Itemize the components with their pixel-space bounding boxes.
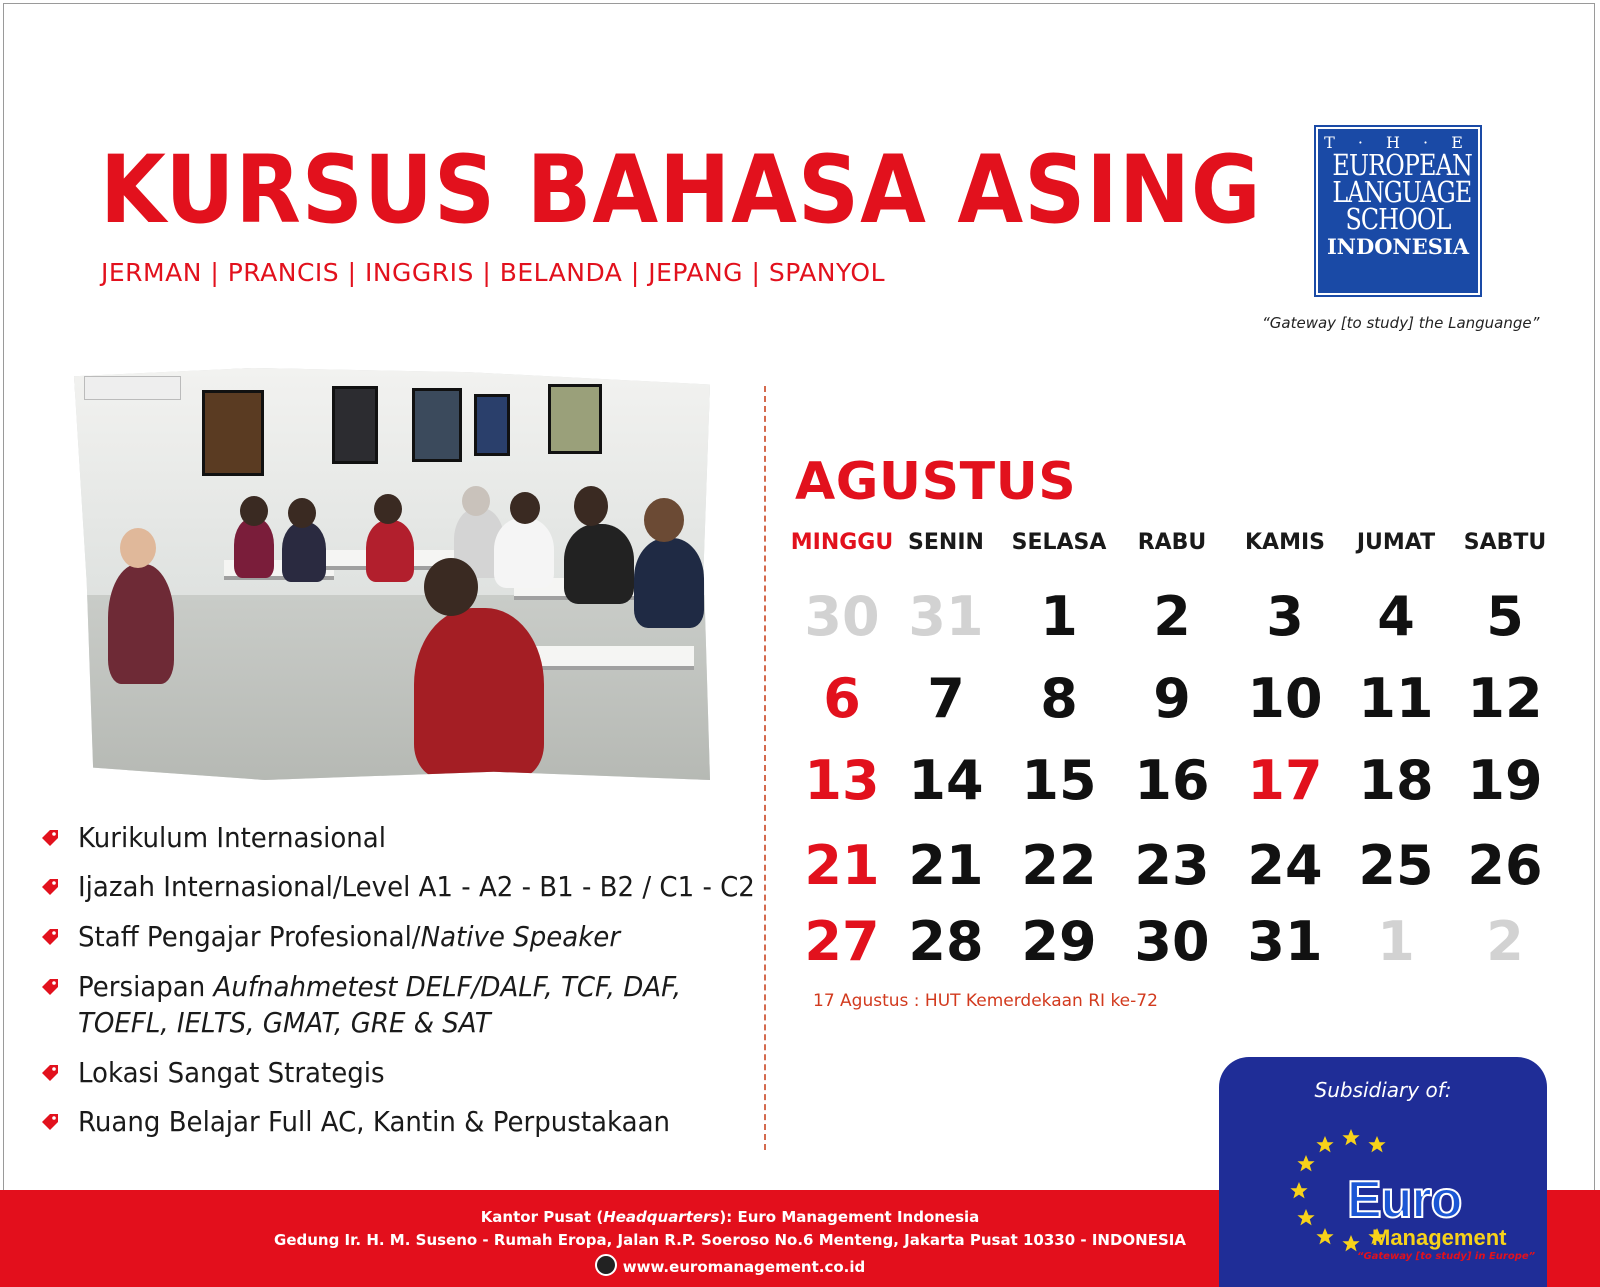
calendar-day: 8 (1040, 667, 1078, 730)
feature-item (38, 969, 738, 1041)
tag-bullet-icon (38, 826, 62, 850)
calendar-day: 15 (1021, 749, 1097, 812)
calendar-day: 7 (927, 667, 965, 730)
feature-text: Lokasi Sangat Strategis (78, 1056, 385, 1089)
logo-tagline: “Gateway [to study] the Languange” (1262, 314, 1540, 332)
classroom-photo (74, 368, 710, 780)
feature-text: Ruang Belajar Full AC, Kantin & Perpustakaan (78, 1105, 671, 1138)
els-logo (1316, 127, 1480, 295)
weekday-header: SABTU (1463, 530, 1547, 555)
language-list: JERMAN | PRANCIS | INGGRIS | BELANDA | JEPANG | SPANYOL (101, 258, 886, 287)
weekday-header: KAMIS (1245, 530, 1325, 555)
logo-line-school: SCHOOL (1345, 202, 1451, 236)
calendar-day: 2 (1153, 585, 1191, 648)
calendar-day: 9 (1153, 667, 1191, 730)
feature-item (38, 1104, 738, 1140)
calendar-day: 4 (1377, 585, 1415, 648)
tag-bullet-icon (38, 925, 62, 949)
calendar-day: 2 (1486, 910, 1524, 973)
feature-text: Ijazah Internasional/Level A1 - A2 - B1 - B2 / C1 - C2 (78, 870, 755, 903)
page-title: KURSUS BAHASA ASING (100, 136, 1262, 245)
dashed-divider (764, 386, 766, 1150)
calendar-day: 25 (1358, 834, 1434, 897)
calendar-day: 5 (1486, 585, 1524, 648)
euro-brand-word: Euro (1347, 1171, 1462, 1229)
calendar-day: 30 (804, 585, 880, 648)
feature-item (38, 919, 738, 955)
footer-website-link[interactable]: www.euromanagement.co.id (622, 1258, 866, 1276)
calendar-day: 19 (1467, 749, 1543, 812)
calendar-month: AGUSTUS (795, 452, 1077, 512)
calendar-day: 17 (1247, 749, 1323, 812)
calendar-day: 14 (908, 749, 984, 812)
calendar-day: 22 (1021, 834, 1097, 897)
tag-bullet-icon (38, 975, 62, 999)
calendar-day: 21 (804, 834, 880, 897)
calendar-day: 6 (823, 667, 861, 730)
globe-icon (595, 1254, 617, 1276)
footer-hq-italic: Headquarters (603, 1208, 720, 1226)
euro-brand-tagline: “Gateway [to study] in Europe” (1357, 1251, 1536, 1262)
logo-line-european: EUROPEAN (1332, 148, 1472, 182)
calendar-day: 16 (1134, 749, 1210, 812)
calendar-day: 29 (1021, 910, 1097, 973)
calendar-day: 1 (1377, 910, 1415, 973)
feature-text: Staff Pengajar Profesional/ (78, 920, 421, 953)
calendar-day: 31 (908, 585, 984, 648)
logo-line-indonesia: INDONESIA (1326, 234, 1469, 259)
calendar-day: 11 (1358, 667, 1434, 730)
feature-text: Persiapan (78, 970, 214, 1003)
weekday-header: JUMAT (1356, 530, 1436, 555)
feature-text-italic: Aufnahmetest DELF/DALF, TCF, DAF, (213, 970, 682, 1003)
calendar-day: 24 (1247, 834, 1323, 897)
calendar-day: 12 (1467, 667, 1543, 730)
calendar-day: 18 (1358, 749, 1434, 812)
weekday-header: MINGGU (790, 530, 894, 555)
feature-text-italic-line2: TOEFL, IELTS, GMAT, GRE & SAT (78, 1006, 491, 1039)
footer-hq-suffix: ): Euro Management Indonesia (719, 1208, 980, 1226)
calendar-day: 26 (1467, 834, 1543, 897)
weekday-header: SELASA (1011, 530, 1107, 555)
calendar-day: 13 (804, 749, 880, 812)
feature-text: Kurikulum Internasional (78, 821, 386, 854)
calendar-day: 21 (908, 834, 984, 897)
logo-the: T · H · E (1324, 133, 1472, 152)
feature-item (38, 1055, 738, 1091)
footer-address: Gedung Ir. H. M. Suseno - Rumah Eropa, Jalan R.P. Soeroso No.6 Menteng, Jakarta Pusat 10330 - INDONESIA (274, 1231, 1186, 1249)
calendar-day: 31 (1247, 910, 1323, 973)
feature-text-italic: Native Speaker (420, 920, 621, 953)
weekday-header: SENIN (908, 530, 984, 555)
tag-bullet-icon (38, 1110, 62, 1134)
logo-line-language: LANGUAGE (1332, 175, 1472, 209)
calendar-day: 10 (1247, 667, 1323, 730)
calendar-day: 27 (804, 910, 880, 973)
tag-bullet-icon (38, 875, 62, 899)
weekday-header: RABU (1137, 530, 1207, 555)
euro-brand-sub: Management (1372, 1225, 1507, 1250)
calendar-day: 1 (1040, 585, 1078, 648)
calendar-day: 28 (908, 910, 984, 973)
subsidiary-label: Subsidiary of: (1314, 1078, 1452, 1102)
tag-bullet-icon (38, 1061, 62, 1085)
feature-list (38, 820, 755, 1140)
calendar-day: 3 (1266, 585, 1304, 648)
feature-item (38, 869, 755, 905)
footer-hq-prefix: Kantor Pusat ( (480, 1208, 604, 1226)
feature-item (38, 820, 738, 856)
holiday-note: 17 Agustus : HUT Kemerdekaan RI ke-72 (813, 991, 1158, 1011)
calendar-day: 23 (1134, 834, 1210, 897)
calendar-day: 30 (1134, 910, 1210, 973)
